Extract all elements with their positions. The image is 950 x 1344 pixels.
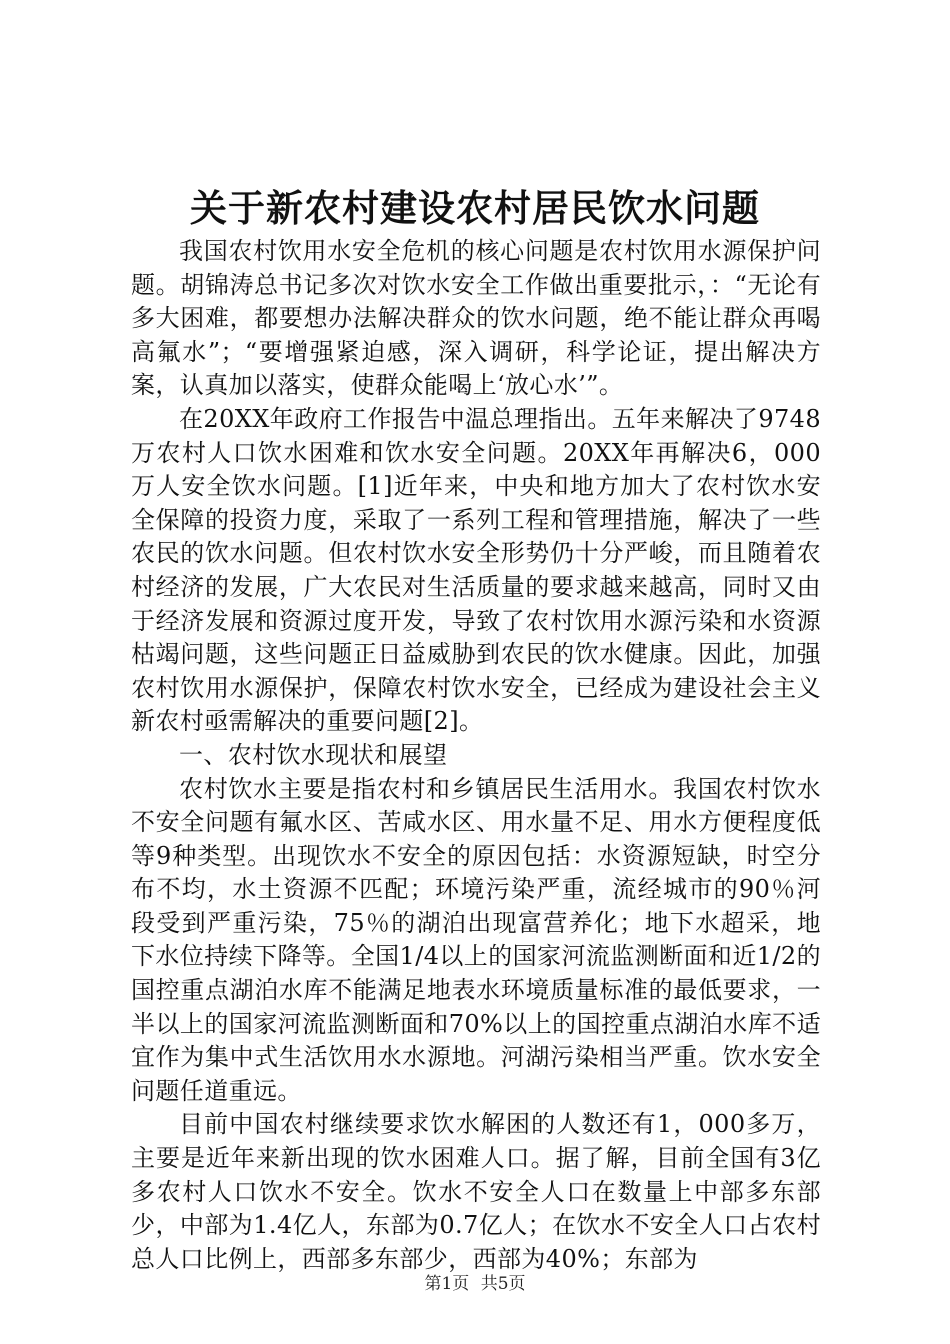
paragraph-population: 目前中国农村继续要求饮水解困的人数还有1，000多万，主要是近年来新出现的饮水困难人口。据了解，目前全国有3亿多农村人口饮水不安全。饮水不安全人口在数量上中部多东部少，中部为1.4亿人，东部为0.7亿人；在饮水不安全人口占农村总人口比例上，西部多东部少，西部为40%；东部为 [131, 1110, 821, 1273]
section-heading: 一、农村饮水现状和展望 [179, 740, 448, 769]
document-body [131, 235, 821, 1276]
paragraph-government-report: 在20XX年政府工作报告中温总理指出。五年来解决了9748万农村人口饮水困难和饮水安全问题。20XX年再解决6，000万人安全饮水问题。[1]近年来，中央和地方加大了农村饮水安全保障的投资力度，采取了一系列工程和管理措施，解决了一些农民的饮水问题。但农村饮水安全形势仍十分严峻，而且随着农村经济的发展，广大农民对生活质量的要求越来越高，同时又由于经济发展和资源过度开发，导致了农村饮用水源污染和水资源枯竭问题，这些问题正日益威胁到农民的饮水健康。因此，加强农村饮用水源保护，保障农村饮水安全，已经成为建设社会主义新农村亟需解决的重要问题[2]。 [131, 404, 821, 736]
paragraph-intro: 我国农村饮用水安全危机的核心问题是农村饮用水源保护问题。胡锦涛总书记多次对饮水安全工作做出重要批示，：“无论有多大困难，都要想办法解决群众的饮水问题，绝不能让群众再喝高氟水”；“要增强紧迫感，深入调研，科学论证，提出解决方案，认真加以落实，使群众能喝上‘放心水’”。 [131, 237, 821, 400]
document-title: 关于新农村建设农村居民饮水问题 [190, 186, 760, 230]
paragraph-current-status: 农村饮水主要是指农村和乡镇居民生活用水。我国农村饮水不安全问题有氟水区、苦咸水区、用水量不足、用水方便程度低等9种类型。出现饮水不安全的原因包括：水资源短缺，时空分布不均，水土资源不匹配；环境污染严重，流经城市的90％河段受到严重污染，75％的湖泊出现富营养化；地下水超采，地下水位持续下降等。全国1/4以上的国家河流监测断面和近1/2的国控重点湖泊水库不能满足地表水环境质量标准的最低要求，一半以上的国家河流监测断面和70%以上的国控重点湖泊水库不适宜作为集中式生活饮用水水源地。河湖污染相当严重。饮水安全问题任道重远。 [131, 774, 821, 1105]
page-footer [0, 1272, 950, 1296]
page-number-total: 共5页 [480, 1274, 526, 1294]
page-number-current: 第1页 [424, 1274, 470, 1294]
